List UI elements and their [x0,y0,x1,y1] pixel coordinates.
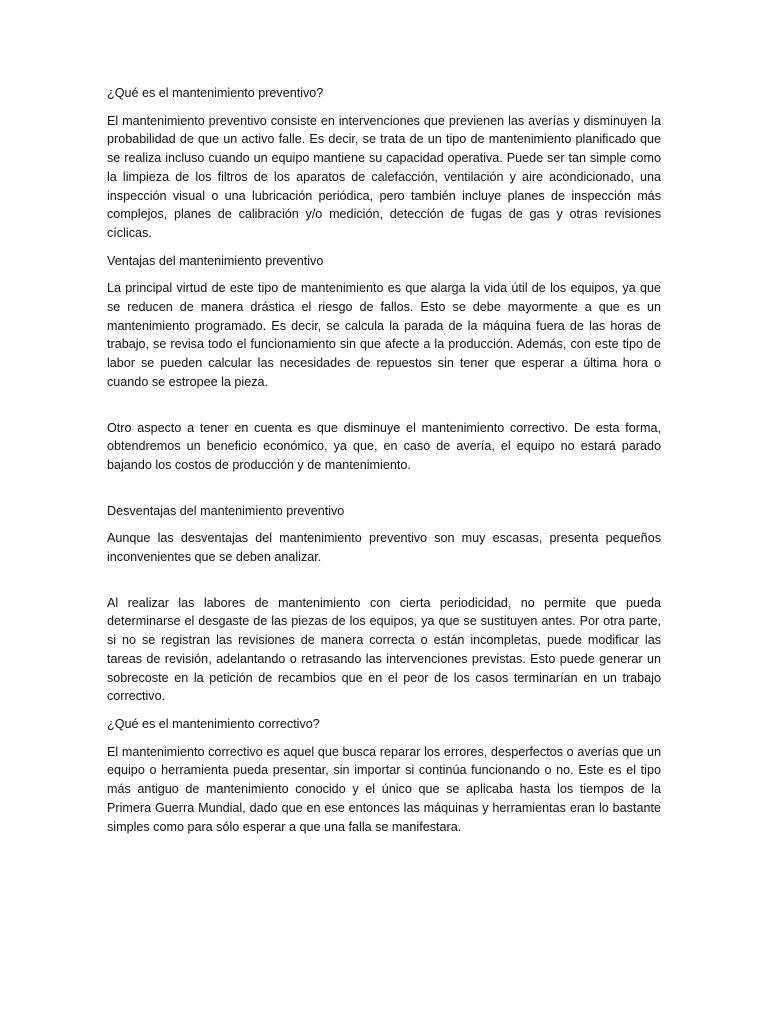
section-heading-ventajas: Ventajas del mantenimiento preventivo [107,253,324,268]
paragraph-desventajas-1: Aunque las desventajas del mantenimiento preventivo son muy escasas, presenta pequeños inconvenientes que se deben analizar. [107,531,661,565]
section-heading-que-es-preventivo: ¿Qué es el mantenimiento preventivo? [107,86,324,100]
paragraph-desventajas-2: Al realizar las labores de mantenimiento con cierta periodicidad, no permite que pueda determinarse el desgaste de las piezas de los equipos, ya que se sustituyen antes. Por otra parte, si no se registran las revisiones de manera correcta o están incompletas, puede modificar las tareas de revisión, adelantando o retrasando las intervenciones previstas. Esto puede generar un sobrecoste en la petición de recambios que en el peor de los casos terminarían en un trabajo correctivo. [107,595,661,704]
paragraph-definicion-preventivo: El mantenimiento preventivo consiste en intervenciones que previenen las averías y disminuyen la probabilidad de que un activo falle. Es decir, se trata de un tipo de mantenimiento planificado que se realiza incluso cuando un equipo mantiene su capacidad operativa. Puede ser tan simple como la limpieza de los filtros de los aparatos de calefacción, ventilación y aire acondicionado, una inspección visual o una lubricación periódica, pero también incluye planes de inspección más complejos, planes de calibración y/o medición, detección de fugas de gas y otras revisiones cíclicas. [107,113,661,240]
section-heading-que-es-correctivo: ¿Qué es el mantenimiento correctivo? [107,716,320,731]
paragraph-ventajas-1: La principal virtud de este tipo de mantenimiento es que alarga la vida útil de los equipos, ya que se reducen de manera drástica el riesgo de fallos. Esto se debe mayormente a que es un mantenimiento programado. Es decir, se calcula la parada de la máquina fuera de las horas de trabajo, se revisa todo el funcionamiento sin que afecte a la producción. Además, con este tipo de labor se pueden calcular las necesidades de repuestos sin tener que esperar a última hora o cuando se estropee la pieza. [107,281,661,389]
document-page [107,84,661,845]
paragraph-definicion-correctivo: El mantenimiento correctivo es aquel que busca reparar los errores, desperfectos o averías que un equipo o herramienta pueda presentar, sin importar si continúa funcionando o no. Este es el tipo más antiguo de mantenimiento conocido y el único que se aplicaba hasta los tiempos de la Primera Guerra Mundial, dado que en ese entonces las máquinas y herramientas eran lo bastante simples como para sólo esperar a que una falla se manifestara. [107,744,661,834]
paragraph-ventajas-2: Otro aspecto a tener en cuenta es que disminuye el mantenimiento correctivo. De esta forma, obtendremos un beneficio económico, ya que, en caso de avería, el equipo no estará parado bajando los costos de producción y de mantenimiento. [107,420,661,472]
section-heading-desventajas: Desventajas del mantenimiento preventivo [107,503,345,518]
